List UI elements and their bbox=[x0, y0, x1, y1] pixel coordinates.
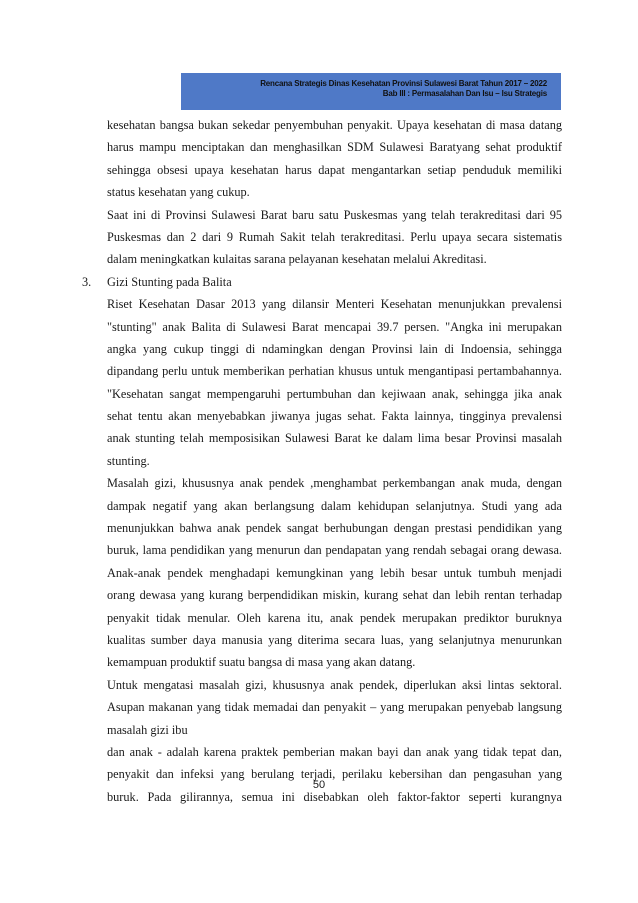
body-line: stunting. bbox=[107, 453, 150, 468]
header-document-title: Rencana Strategis Dinas Kesehatan Provinsi Sulawesi Barat Tahun 2017 – 2022 bbox=[260, 79, 547, 88]
body-line: Riset Kesehatan Dasar 2013 yang dilansir Menteri Kesehatan menunjukkan prevalensi bbox=[107, 297, 562, 312]
body-line: dampak negatif yang akan berlangsung dalam kehidupan selanjutnya. Studi yang ada bbox=[107, 498, 562, 513]
body-line: Puskesmas dan 2 dari 9 Rumah Sakit telah terakreditasi. Perlu upaya secara sistematis bbox=[107, 229, 562, 244]
body-line: sehingga obsesi upaya kesehatan harus dapat mengantarkan setiap penduduk memiliki bbox=[107, 162, 562, 177]
page-body bbox=[82, 114, 562, 808]
section-title: Gizi Stunting pada Balita bbox=[107, 274, 232, 289]
body-line: anak stunting telah memposisikan Sulawesi Barat ke dalam lima besar Provinsi masalah bbox=[107, 431, 562, 446]
body-line: buruk, lama pendidikan yang menurun dan pendapatan yang rendah sebagai orang dewasa. bbox=[107, 543, 562, 558]
body-line: penyakit tidak menular. Oleh karena itu, anak pendek merupakan prediktor buruknya bbox=[107, 610, 562, 625]
body-line: dalam meningkatkan kulaitas sarana pelayanan kesehatan melalui Akreditasi. bbox=[107, 252, 487, 267]
body-line: status kesehatan yang cukup. bbox=[107, 185, 250, 200]
body-line: kualitas sumber daya manusia yang diterima secara luas, yang selanjutnya menurunkan bbox=[107, 632, 562, 647]
body-line: "Kesehatan sangat mempengaruhi pertumbuhan dan kejiwaan anak, sehingga jika anak bbox=[107, 386, 562, 401]
body-line: angka yang cukup tinggi di ndamingkan dengan Provinsi lain di Indoensia, sehingga bbox=[107, 341, 562, 356]
body-line: penyakit dan infeksi yang berulang terjadi, perilaku kebersihan dan pengasuhan yang bbox=[107, 767, 562, 782]
section-heading bbox=[82, 271, 562, 293]
header-chapter-title: Bab III : Permasalahan Dan Isu – Isu Strategis bbox=[382, 89, 547, 98]
body-line: dan anak - adalah karena praktek pemberian makan bayi dan anak yang tidak tepat dan, bbox=[107, 744, 562, 759]
body-line: orang dewasa yang kurang berpendidikan miskin, kurang sehat dan lebih rentan terhadap bbox=[107, 588, 562, 603]
body-line: Anak-anak pendek menghadapi kemungkinan yang lebih besar untuk tumbuh menjadi bbox=[107, 565, 562, 580]
body-line: Asupan makanan yang tidak memadai dan penyakit – yang merupakan penyebab langsung bbox=[107, 700, 562, 715]
body-line: dipandang perlu untuk memberikan perhatian khusus untuk mengantipasi pertambahannya. bbox=[107, 364, 562, 379]
body-line: Untuk mengatasi masalah gizi, khususnya anak pendek, diperlukan aksi lintas sektoral. bbox=[107, 677, 562, 692]
page-number: 50 bbox=[312, 779, 326, 791]
body-line: kemampuan produktif suatu bangsa di masa yang akan datang. bbox=[107, 655, 416, 670]
body-line: Saat ini di Provinsi Sulawesi Barat baru satu Puskesmas yang telah terakreditasi dari 95 bbox=[107, 207, 562, 222]
body-line: Masalah gizi, khususnya anak pendek ,menghambat perkembangan anak muda, dengan bbox=[107, 476, 562, 491]
body-line: sehat tentu akan menyebabkan jiwanya jugas sehat. Fakta lainnya, tingginya prevalensi bbox=[107, 409, 562, 424]
body-line: menunjukkan bahwa anak pendek sangat berhubungan dengan prestasi pendidikan yang bbox=[107, 521, 562, 536]
body-line: buruk. Pada gilirannya, semua ini disebabkan oleh faktor-faktor seperti kurangnya bbox=[107, 789, 562, 804]
body-line: "stunting" anak Balita di Sulawesi Barat mencapai 39.7 persen. "Angka ini merupakan bbox=[107, 319, 562, 334]
section-number: 3. bbox=[82, 274, 92, 289]
body-line: harus mampu menciptakan dan menghasilkan SDM Sulawesi Baratyang sehat produktif bbox=[107, 140, 562, 155]
body-line: kesehatan bangsa bukan sekedar penyembuhan penyakit. Upaya kesehatan di masa datang bbox=[107, 118, 562, 132]
document-header-banner bbox=[181, 73, 561, 110]
body-line: masalah gizi ibu bbox=[107, 722, 188, 737]
